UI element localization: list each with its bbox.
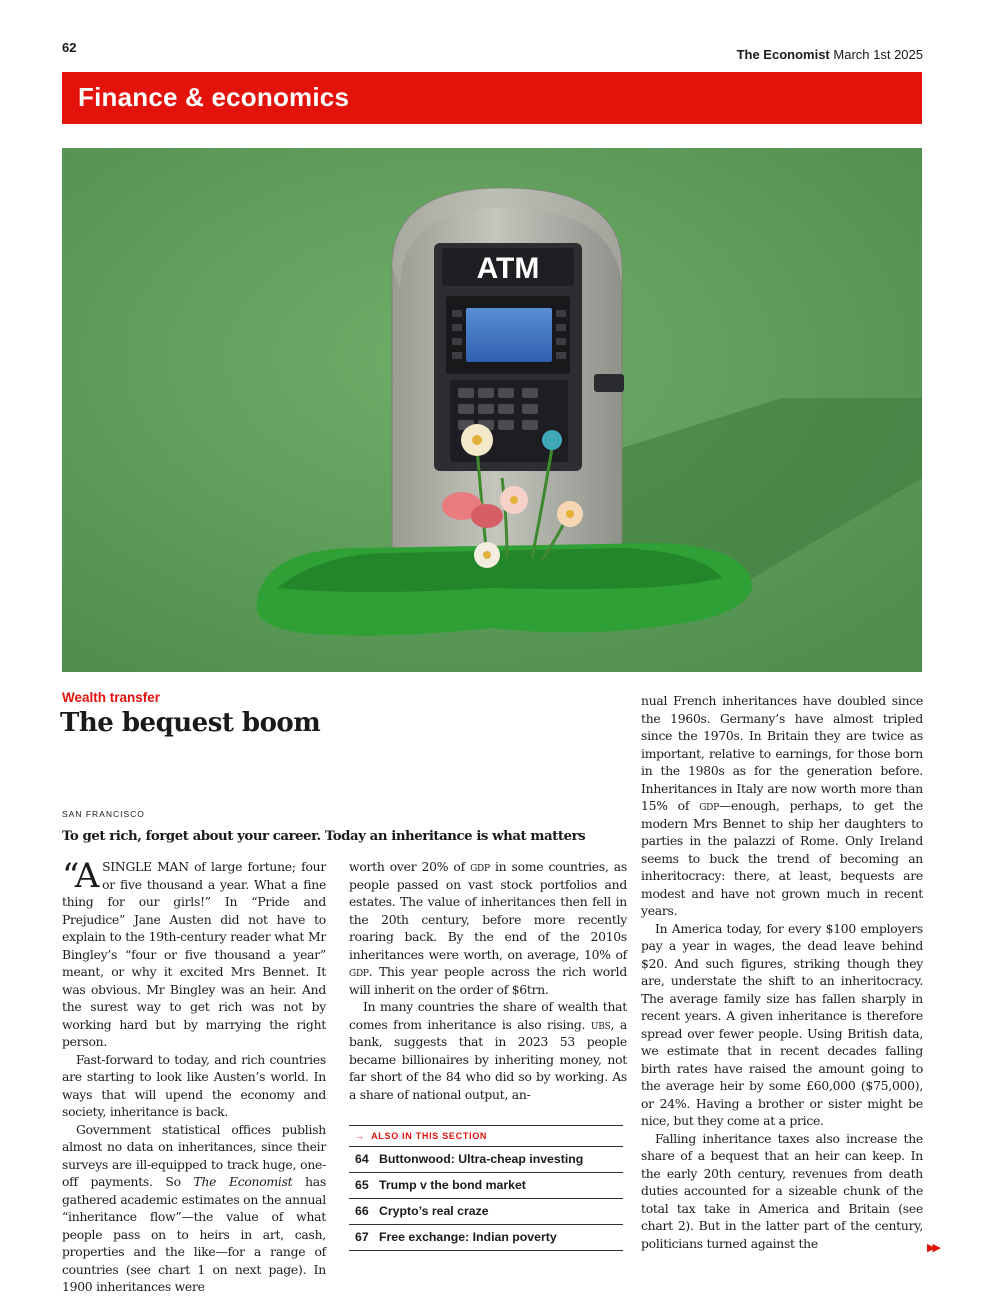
section-link-title: Trump v the bond market bbox=[379, 1178, 526, 1192]
article-standfirst: To get rich, forget about your career. Today an inheritance is what matters bbox=[62, 829, 586, 844]
section-title: Finance & economics bbox=[78, 82, 350, 112]
paragraph-6-text-b: —enough, perhaps, to get the modern Mrs Bennet to ship her daughters to parties in the palazzi of Rome. Only Ireland seems to buck the trend of becoming an inheritocracy: there, at least, bequests are modest and have not grown much in recent years. bbox=[641, 799, 923, 918]
masthead bbox=[737, 47, 923, 62]
section-link-trump-bond-market[interactable] bbox=[349, 1173, 623, 1199]
section-link-buttonwood[interactable] bbox=[349, 1147, 623, 1173]
issue-date: March 1st 2025 bbox=[833, 47, 923, 62]
paragraph-4 bbox=[349, 859, 627, 999]
section-link-title: Free exchange: Indian poverty bbox=[379, 1230, 557, 1244]
card-slot bbox=[594, 374, 624, 392]
article-headline: The bequest boom bbox=[60, 708, 321, 738]
paragraph-1-text: of large fortune; four or five thousand a year. What a fine thing for our girls!” In “Pride and Prejudice” Jane Austen did not have to explain to the 19th-century reader what Mr Bingley’s “four or five thousand a year” meant, or why it excited Mrs Bennet. It was obvious. Mr Bingley was an heir. And the surest way to get rich was not by working hard but by marrying the right person. bbox=[62, 860, 326, 1049]
article-rubric: Wealth transfer bbox=[62, 690, 161, 705]
paragraph-6 bbox=[641, 693, 923, 921]
paragraph-3-text-b: has gathered academic estimates on the annual “inheritance flow”—the value of what people pass on to heirs in art, cash, properties and the like—for a range of countries (see chart 1 on next page). In 1900 inheritances were bbox=[62, 1175, 326, 1294]
also-in-section-box bbox=[349, 1125, 623, 1251]
paragraph-4-text-c: . This year people across the rich world will inherit on the order of $6trn. bbox=[349, 965, 627, 997]
gdp-abbr: gdp bbox=[699, 799, 719, 813]
paragraph-2: Fast-forward to today, and rich countries are starting to look like Austen’s world. In ways that will upend the economy and society, inheritance is back. bbox=[62, 1052, 326, 1119]
section-link-title: Buttonwood: Ultra-cheap investing bbox=[379, 1152, 584, 1166]
atm-screen bbox=[466, 308, 552, 362]
paragraph-5 bbox=[349, 999, 627, 1104]
dropcap: “A bbox=[62, 856, 100, 896]
paragraph-4-text-a: worth over 20% of bbox=[349, 860, 471, 874]
paragraph-7: In America today, for every $100 employers pay a year in wages, the dead leave behind $20. And such figures, striking though they are, understate the shift to an inheritocracy. The average family size has fallen sharply in recent years. A given inheritance is therefore spread over fewer people. Using British data, we estimate that in recent decades falling birth rates have raised the amount going to the average heir by some £60,000 ($75,000), or 24%. Having a brother or sister might be nice, but they come at a price. bbox=[641, 921, 923, 1128]
page-number: 62 bbox=[62, 40, 77, 55]
article-column-1 bbox=[62, 856, 326, 1297]
section-link-free-exchange[interactable] bbox=[349, 1225, 623, 1251]
gdp-abbr: gdp bbox=[349, 965, 369, 979]
hero-illustration bbox=[62, 148, 922, 672]
atm-sign: ATM bbox=[476, 252, 540, 285]
paragraph-3-text-a: Government statistical offices publish almost no data on inheritances, since their surveys are ill-equipped to track huge, one-off payments. So bbox=[62, 1122, 326, 1189]
tombstone-atm-illustration bbox=[62, 148, 922, 672]
paragraph-6-text-a: nual French inheritances have doubled since the 1960s. Germany’s have almost tripled since the 1970s. In Britain they are twice as important, relative to earnings, for those born in the 1980s as for the generation before. Inheritances in Italy are now worth more than 15% of bbox=[641, 694, 923, 813]
lead-smallcaps: SINGLE MAN bbox=[102, 860, 189, 874]
publication-name: The Economist bbox=[736, 47, 830, 62]
arrow-right-icon: → bbox=[355, 1131, 365, 1141]
article-dateline: SAN FRANCISCO bbox=[62, 809, 145, 819]
section-link-page: 67 bbox=[355, 1230, 369, 1244]
section-link-page: 66 bbox=[355, 1204, 369, 1218]
paragraph-3 bbox=[62, 1122, 326, 1297]
ubs-abbr: ubs bbox=[590, 1017, 611, 1032]
section-banner bbox=[62, 72, 922, 124]
article-column-3 bbox=[641, 693, 923, 1253]
paragraph-8: Falling inheritance taxes also increase the share of a bequest that an heir can keep. In the early 20th century, revenues from death duties accounted for a sizeable chunk of the total tax take in America and Britain (see chart 2). But in the latter part of the century, politicians turned against the bbox=[641, 1131, 923, 1251]
continue-arrow-icon: ▶▶ bbox=[927, 1242, 938, 1254]
also-in-section-label: ALSO IN THIS SECTION bbox=[371, 1131, 488, 1141]
section-link-page: 64 bbox=[355, 1152, 369, 1166]
section-link-crypto[interactable] bbox=[349, 1199, 623, 1225]
article-column-2 bbox=[349, 859, 627, 1104]
section-link-page: 65 bbox=[355, 1178, 369, 1192]
paragraph-1 bbox=[62, 856, 326, 1052]
paragraph-5-text-a: In many countries the share of wealth that comes from inheritance is also rising. bbox=[349, 1000, 627, 1032]
also-in-section-header bbox=[349, 1125, 623, 1147]
gdp-abbr: gdp bbox=[470, 860, 490, 874]
section-link-title: Crypto’s real craze bbox=[379, 1204, 489, 1218]
publication-italic: The Economist bbox=[193, 1175, 293, 1189]
paragraph-5-text-b: , a bank, suggests that in 2023 53 people became billionaires by inheriting money, not far short of the 84 who did so by working. As a share of national output, an- bbox=[349, 1017, 627, 1102]
paragraph-4-text-b: in some countries, as people passed on vast stock portfolios and estates. The value of inheritances then fell in the 20th century, before more recently roaring back. By the end of the 2010s inheritances were worth, on average, 10% of bbox=[349, 860, 627, 962]
